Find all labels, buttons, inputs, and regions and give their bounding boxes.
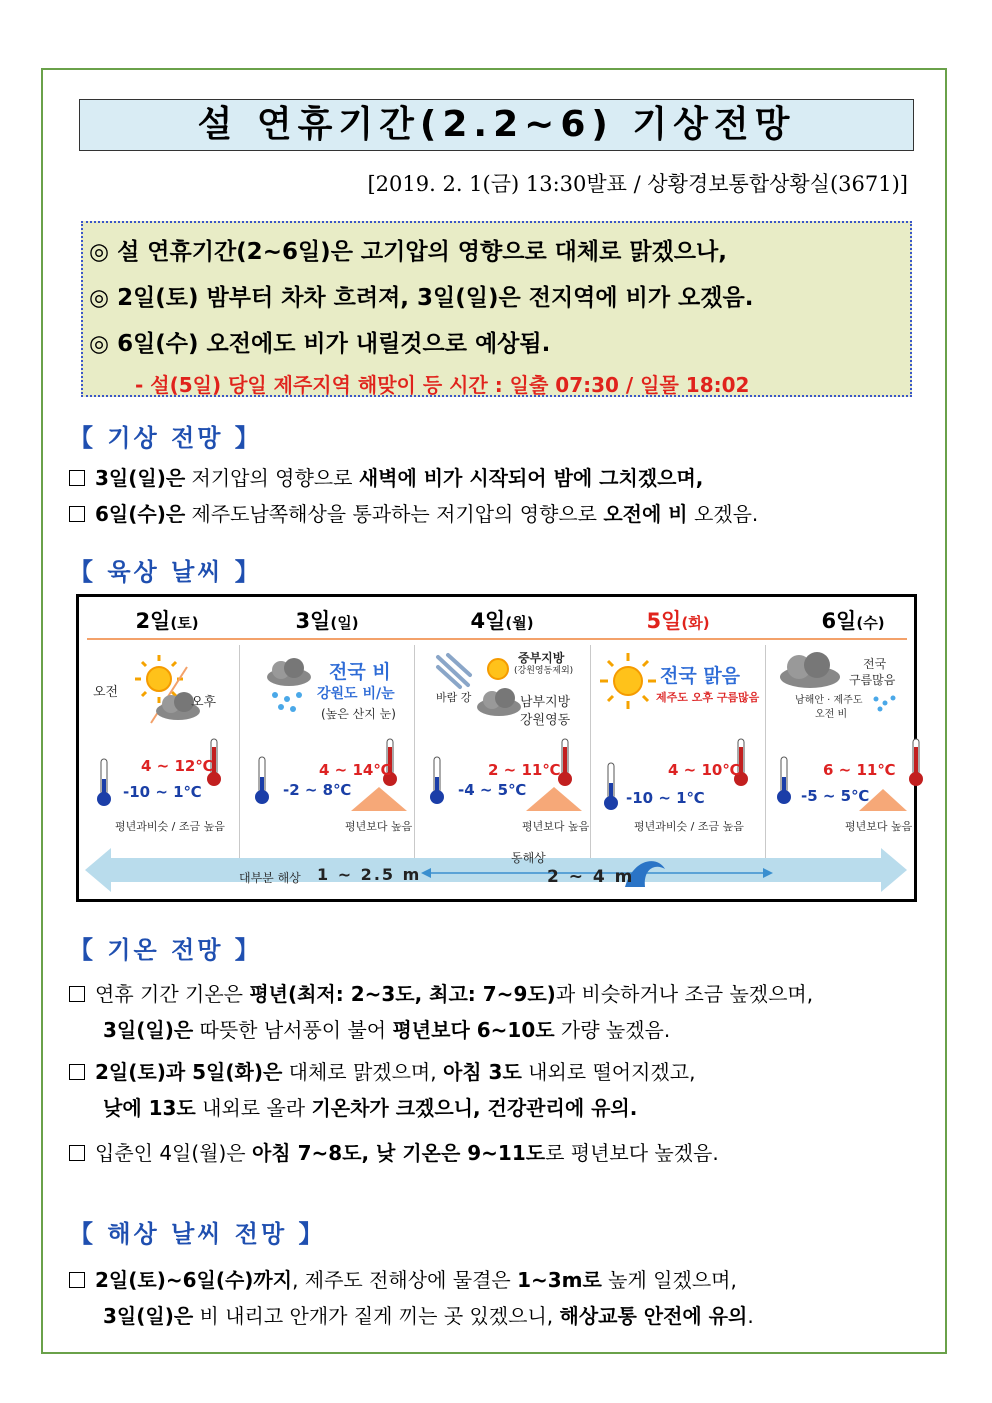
condition-region-note: (강원영동제외)	[514, 666, 574, 676]
high-temp: 6 ~ 11℃	[823, 761, 896, 779]
thermometer-cold-icon	[600, 761, 622, 811]
sea-east-label: 동해상	[511, 851, 546, 865]
temp-note: 평년과비슷 / 조금 높음	[634, 820, 744, 833]
summary-line: ◎ 설 연휴기간(2~6일)은 고기압의 영향으로 대체로 맑겠으나,	[89, 239, 727, 265]
page-title: 설 연휴기간(2.2~6) 기상전망	[79, 99, 914, 151]
summary-line: ◎ 2일(토) 밤부터 차차 흐려져, 3일(일)은 전지역에 비가 오겠음.	[89, 285, 754, 311]
condition-main: 전국	[863, 657, 887, 671]
morning-label: 오전	[93, 685, 119, 700]
forecast-line: 6일(수)은 제주도남쪽해상을 통과하는 저기압의 영향으로 오전에 비 오겠음.	[69, 498, 929, 527]
condition-region: 강원영동	[520, 713, 571, 728]
sea-line: 2일(토)~6일(수)까지, 제주도 전해상에 물결은 1~3m로 높게 일겠으며,	[69, 1264, 929, 1293]
condition-main: 전국 맑음	[660, 665, 741, 687]
low-temp: -10 ~ 1℃	[123, 783, 202, 801]
day-label: 3일(일)	[295, 609, 359, 633]
cloud-icon	[777, 651, 843, 691]
section-header-forecast: 【 기상 전망 】	[69, 424, 262, 452]
checkbox-icon	[69, 986, 85, 1002]
up-arrow-icon	[524, 785, 584, 813]
condition-sub: 제주도 오후 구름많음	[656, 691, 760, 704]
condition-sub: 강원도 비/눈	[317, 686, 395, 702]
low-temp: -10 ~ 1℃	[626, 789, 705, 807]
sea-west-value: 1 ~ 2.5 m	[317, 865, 422, 884]
high-temp: 2 ~ 11℃	[488, 761, 561, 779]
section-header-temperature: 【 기온 전망 】	[69, 936, 262, 964]
weather-panel	[76, 594, 917, 902]
low-temp: -5 ~ 5℃	[801, 787, 870, 805]
temperature-line: 3일(일)은 따뜻한 남서풍이 불어 평년보다 6~10도 가량 높겠음.	[103, 1018, 671, 1042]
forecast-line: 3일(일)은 저기압의 영향으로 새벽에 비가 시작되어 밤에 그치겠으며,	[69, 462, 929, 491]
sunrise-sunset-note: - 설(5일) 당일 제주지역 해맞이 등 시간 : 일출 07:30 / 일몰 18:02	[135, 373, 750, 397]
thermometer-cold-icon	[251, 755, 273, 805]
high-temp: 4 ~ 14℃	[319, 761, 392, 779]
wave-height-band	[85, 847, 909, 893]
sun-icon	[596, 649, 660, 713]
condition-main: 구름많음	[849, 673, 896, 687]
temp-note: 평년보다 높음	[345, 820, 413, 833]
sun-icon	[478, 649, 518, 689]
condition-region: 남부지방	[520, 695, 571, 710]
rain-drops-icon	[871, 693, 897, 713]
low-temp: -4 ~ 5℃	[458, 781, 527, 799]
temp-note: 평년과비슷 / 조금 높음	[115, 820, 225, 833]
section-header-sea: 【 해상 날씨 전망 】	[69, 1220, 326, 1248]
condition-region: 남해안 · 제주도	[795, 695, 863, 706]
thermometer-hot-icon	[905, 737, 927, 787]
low-temp: -2 ~ 8℃	[283, 781, 352, 799]
temperature-line: 입춘인 4일(월)은 아침 7~8도, 낮 기온은 9~11도로 평년보다 높겠음.	[69, 1137, 929, 1166]
publish-info: [2019. 2. 1(금) 13:30발표 / 상황경보통합상황실(3671)]	[367, 172, 908, 196]
rain-icon	[263, 657, 317, 717]
sea-east-value: 2 ~ 4 m	[547, 867, 635, 887]
summary-box	[81, 221, 912, 397]
summary-line: ◎ 6일(수) 오전에도 비가 내릴것으로 예상됨.	[89, 331, 551, 357]
thermometer-cold-icon	[93, 757, 115, 807]
sea-west-label: 대부분 해상	[239, 871, 301, 885]
high-temp: 4 ~ 12℃	[141, 757, 214, 775]
wind-label: 바람 강	[436, 691, 472, 704]
section-header-land: 【 육상 날씨 】	[69, 558, 262, 586]
temperature-line: 2일(토)과 5일(화)은 대체로 맑겠으며, 아침 3도 내외로 떨어지겠고,	[69, 1056, 929, 1085]
day-label: 4일(월)	[470, 609, 534, 633]
checkbox-icon	[69, 506, 85, 522]
up-arrow-icon	[857, 787, 909, 813]
checkbox-icon	[69, 1064, 85, 1080]
day-label: 5일(화)	[646, 609, 710, 633]
high-temp: 4 ~ 10℃	[668, 761, 741, 779]
temp-note: 평년보다 높음	[522, 820, 590, 833]
checkbox-icon	[69, 1272, 85, 1288]
temperature-line: 낮에 13도 내외로 올라 기온차가 크겠으니, 건강관리에 유의.	[103, 1096, 638, 1120]
checkbox-icon	[69, 1145, 85, 1161]
temperature-line: 연휴 기간 기온은 평년(최저: 2~3도, 최고: 7~9도)과 비슷하거나 조금 높겠으며,	[69, 978, 929, 1007]
day-label: 2일(토)	[135, 609, 199, 633]
thermometer-cold-icon	[773, 755, 795, 805]
afternoon-label: 오후	[191, 695, 217, 710]
condition-note: (높은 산지 눈)	[321, 707, 396, 721]
cloud-icon	[474, 687, 524, 717]
up-arrow-icon	[349, 785, 409, 813]
day-label: 6일(수)	[821, 609, 885, 633]
condition-region: 중부지방	[518, 651, 565, 665]
checkbox-icon	[69, 470, 85, 486]
sea-line: 3일(일)은 비 내리고 안개가 짙게 끼는 곳 있겠으니, 해상교통 안전에 유의.	[103, 1304, 754, 1328]
thermometer-cold-icon	[426, 755, 448, 805]
condition-main: 전국 비	[329, 661, 391, 683]
condition-region: 오전 비	[815, 709, 848, 720]
temp-note: 평년보다 높음	[845, 820, 913, 833]
wind-icon	[434, 651, 474, 691]
